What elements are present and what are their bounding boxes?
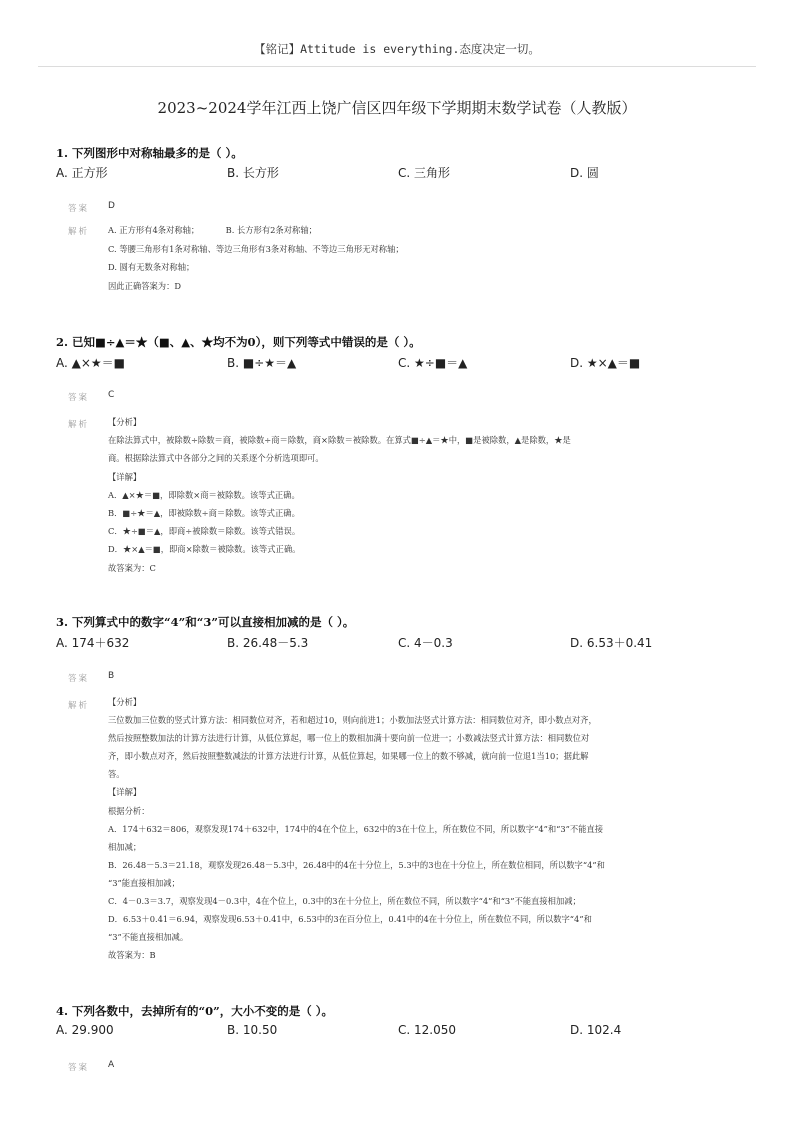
- question-3-explanation: [108, 693, 722, 964]
- explanation-line: 商。根据除法算式中各部分之间的关系逐个分析选项即可。: [108, 453, 324, 464]
- question-1-option-a[interactable]: A. 正方形: [56, 166, 108, 180]
- question-1-option-d[interactable]: D. 圆: [570, 166, 599, 180]
- question-1-option-b[interactable]: B. 长方形: [227, 166, 279, 180]
- question-2-explanation: [108, 413, 722, 577]
- question-4-options: [56, 1023, 746, 1041]
- explanation-line: 【详解】: [108, 471, 142, 482]
- question-4-option-c[interactable]: C. 12.050: [398, 1023, 456, 1037]
- question-3-answer: B: [108, 671, 115, 681]
- explanation-line: A. 正方形有4条对称轴； B. 长方形有2条对称轴；: [108, 225, 317, 235]
- explanation-line: D．★×▲＝■，即商×除数＝被除数。该等式正确。: [108, 544, 301, 555]
- question-1-stem: 1. 下列图形中对称轴最多的是（ ）。: [56, 146, 243, 160]
- question-2-stem: 2. 已知■÷▲＝★（■、▲、★均不为0），则下列等式中错误的是（ ）。: [56, 335, 421, 349]
- page-title: 2023~2024学年江西上饶广信区四年级下学期期末数学试卷（人教版）: [157, 99, 637, 117]
- explanation-line: 答。: [108, 769, 125, 780]
- analysis-label: 解析: [68, 227, 90, 237]
- question-3-option-b[interactable]: B. 26.48－5.3: [227, 636, 309, 650]
- explanation-line: 故答案为：C: [108, 562, 156, 573]
- question-4-option-d[interactable]: D. 102.4: [570, 1023, 622, 1037]
- question-1-options: [56, 164, 746, 182]
- explanation-line: 在除法算式中，被除数÷除数＝商，被除数÷商＝除数，商×除数＝被除数。在算式■÷▲＝★中，■是被除数，▲是除数，★是: [108, 435, 571, 446]
- question-4-option-b[interactable]: B. 10.50: [227, 1023, 278, 1037]
- explanation-line: 故答案为：B: [108, 950, 156, 961]
- analysis-label: 解析: [68, 420, 90, 430]
- question-4-option-a[interactable]: A. 29.900: [56, 1023, 114, 1037]
- question-3-options: [56, 634, 746, 652]
- explanation-line: C．★÷■＝▲，即商÷被除数＝除数。该等式错误。: [108, 526, 301, 537]
- question-2-options: [56, 354, 746, 372]
- explanation-line: 【详解】: [108, 787, 142, 798]
- answer-label: 答案: [68, 393, 90, 403]
- explanation-line: C. 等腰三角形有1条对称轴、等边三角形有3条对称轴、不等边三角形无对称轴；: [108, 243, 404, 254]
- explanation-line: B．■÷★＝▲，即被除数÷商＝除数。该等式正确。: [108, 508, 300, 519]
- question-3-option-d[interactable]: D. 6.53＋0.41: [570, 636, 653, 650]
- explanation-line: C．4－0.3＝3.7，观察发现4－0.3中，4在个位上，0.3中的3在十分位上，所在数位不同，所以数字“4”和“3”不能直接相加减；: [108, 896, 581, 907]
- question-2-answer: C: [108, 390, 115, 400]
- question-2-option-c[interactable]: C. ★÷■＝▲: [398, 356, 468, 370]
- question-3-option-c[interactable]: C. 4－0.3: [398, 636, 453, 650]
- answer-label: 答案: [68, 1063, 90, 1073]
- explanation-line: “3”能直接相加减；: [108, 877, 180, 888]
- explanation-line: B．26.48－5.3＝21.18，观察发现26.48－5.3中，26.48中的4在十分位上，5.3中的3也在十分位上，所在数位相同，所以数字“4”和: [108, 859, 605, 870]
- question-4-stem: 4. 下列各数中，去掉所有的“0”，大小不变的是（ ）。: [56, 1004, 333, 1018]
- answer-label: 答案: [68, 204, 90, 214]
- explanation-line: D. 圆有无数条对称轴；: [108, 262, 195, 273]
- question-2-option-d[interactable]: D. ★×▲＝■: [570, 356, 641, 370]
- explanation-line: 【分析】: [108, 697, 142, 707]
- question-2-option-a[interactable]: A. ▲×★＝■: [56, 356, 126, 370]
- explanation-line: 然后按照整数加法的计算方法进行计算，从低位算起，哪一位上的数相加满十要向前一位进一；小数减法竖式计算方法：相同数位对: [108, 733, 590, 744]
- explanation-line: 相加减；: [108, 841, 142, 852]
- header-motto: 【铭记】Attitude is everything.态度决定一切。: [254, 42, 540, 56]
- explanation-line: A．174＋632＝806，观察发现174＋632中，174中的4在个位上，632中的3在十位上，所在数位不同，所以数字“4”和“3”不能直接: [108, 823, 604, 834]
- question-4-answer: A: [108, 1060, 115, 1070]
- question-3-option-a[interactable]: A. 174＋632: [56, 636, 130, 650]
- question-1-explanation: [108, 221, 722, 295]
- explanation-line: 因此正确答案为：D: [108, 280, 182, 291]
- explanation-line: 三位数加三位数的竖式计算方法：相同数位对齐，若和超过10，则向前进1；小数加法竖式计算方法：相同数位对齐，即小数点对齐，: [108, 715, 597, 726]
- question-3-stem: 3. 下列算式中的数字“4”和“3”可以直接相加减的是（ ）。: [56, 615, 355, 629]
- question-1-answer: D: [108, 201, 115, 211]
- explanation-line: 【分析】: [108, 417, 142, 427]
- explanation-line: “3”不能直接相加减。: [108, 932, 189, 943]
- explanation-line: 齐，即小数点对齐，然后按照整数减法的计算方法进行计算，从低位算起，如果哪一位上的数不够减，就向前一位退1当10；据此解: [108, 751, 589, 762]
- explanation-line: A．▲×★＝■，即除数×商＝被除数。该等式正确。: [108, 489, 300, 500]
- header-divider: [38, 66, 756, 67]
- answer-label: 答案: [68, 674, 90, 684]
- explanation-line: 根据分析：: [108, 805, 150, 816]
- question-2-option-b[interactable]: B. ■÷★＝▲: [227, 356, 297, 370]
- analysis-label: 解析: [68, 701, 90, 711]
- question-1-option-c[interactable]: C. 三角形: [398, 166, 451, 180]
- explanation-line: D．6.53＋0.41＝6.94，观察发现6.53＋0.41中，6.53中的3在百分位上，0.41中的4在十分位上，所在数位不同，所以数字“4”和: [108, 914, 592, 925]
